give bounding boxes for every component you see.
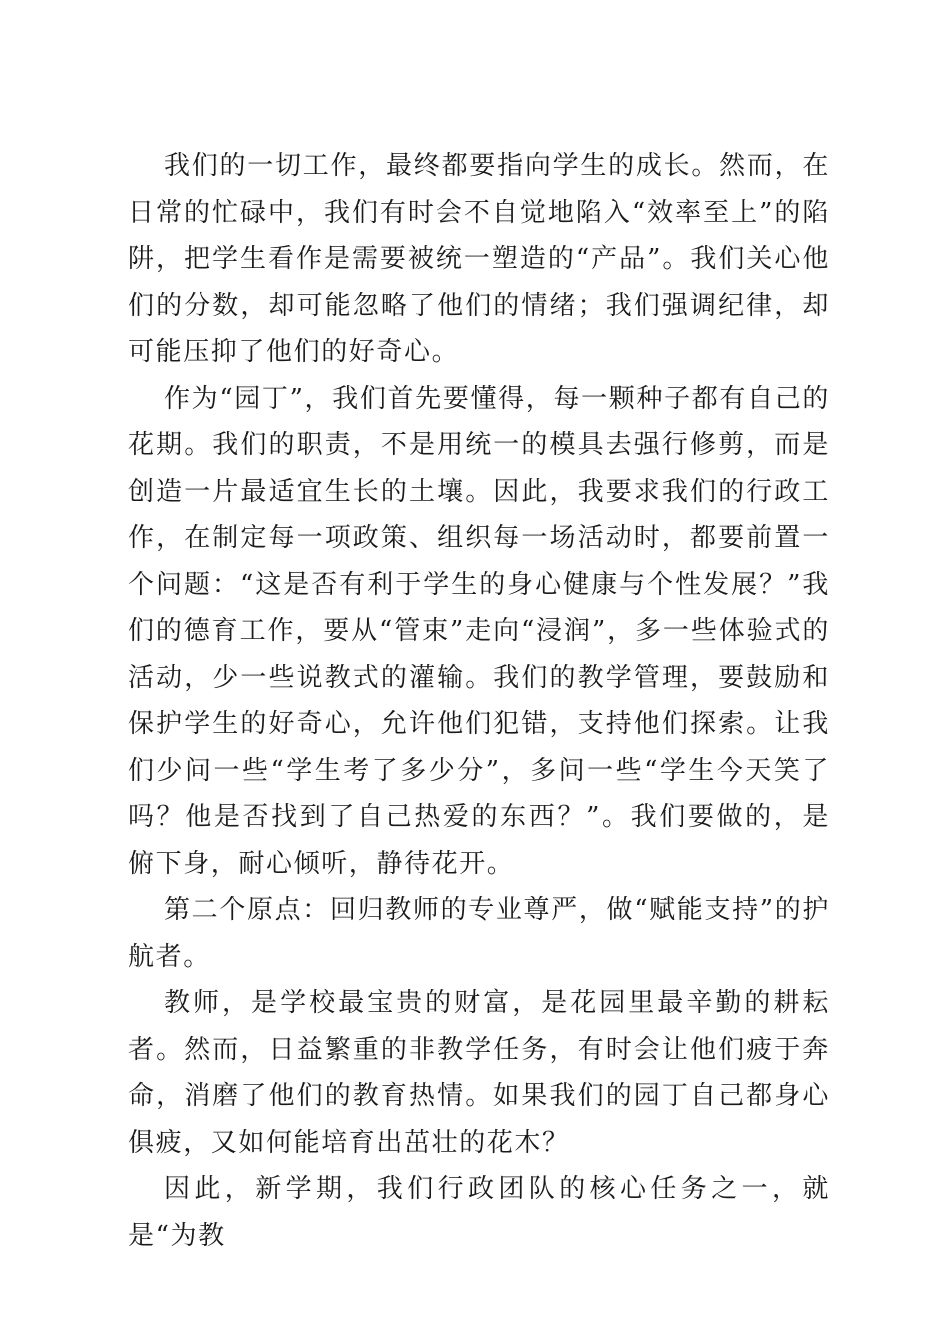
document-page: [128, 143, 830, 1259]
paragraph-teachers: 教师，是学校最宝贵的财富，是花园里最辛勤的耕耘者。然而，日益繁重的非教学任务，有时会让他们疲于奔命，消磨了他们的教育热情。如果我们的园丁自己都身心俱疲，又如何能培育出茁壮的花木？: [128, 988, 830, 1158]
paragraph-second-principle-heading: 第二个原点：回归教师的专业尊严，做“赋能支持”的护航者。: [128, 895, 830, 972]
paragraph-student-growth: 我们的一切工作，最终都要指向学生的成长。然而，在日常的忙碌中，我们有时会不自觉地陷入“效率至上”的陷阱，把学生看作是需要被统一塑造的“产品”。我们关心他们的分数，却可能忽略了他们的情绪；我们强调纪律，却可能压抑了他们的好奇心。: [128, 151, 830, 367]
paragraph-gardener: 作为“园丁”，我们首先要懂得，每一颗种子都有自己的花期。我们的职责，不是用统一的模具去强行修剪，而是创造一片最适宜生长的土壤。因此，我要求我们的行政工作，在制定每一项政策、组织每一场活动时，都要前置一个问题：“这是否有利于学生的身心健康与个性发展？”我们的德育工作，要从“管束”走向“浸润”，多一些体验式的活动，少一些说教式的灌输。我们的教学管理，要鼓励和保护学生的好奇心，允许他们犯错，支持他们探索。让我们少问一些“学生考了多少分”，多问一些“学生今天笑了吗？他是否找到了自己热爱的东西？”。我们要做的，是俯下身，耐心倾听，静待花开。: [128, 383, 830, 879]
paragraph-new-semester: 因此，新学期，我们行政团队的核心任务之一，就是“为教: [128, 1174, 830, 1251]
